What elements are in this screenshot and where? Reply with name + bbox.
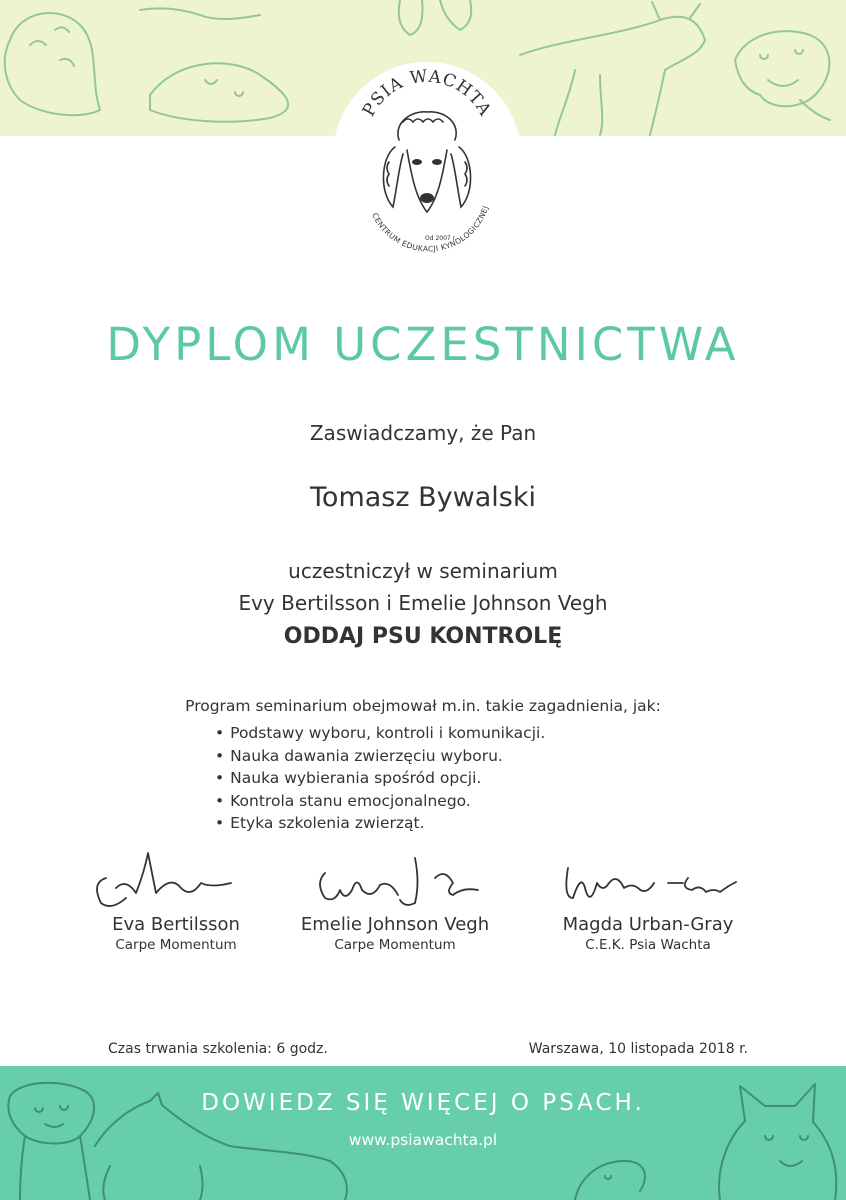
recipient-name: Tomasz Bywalski <box>310 482 536 513</box>
logo-brand-text: PSIA WACHTA <box>358 66 496 120</box>
list-item: • Nauka wybierania spośród opcji. <box>215 767 545 790</box>
handwritten-signature <box>76 848 276 912</box>
presenters-line: Evy Bertilsson i Emelie Johnson Vegh <box>238 591 608 615</box>
topics-list <box>215 722 545 835</box>
diploma-title: DYPLOM UCZESTNICTWA <box>106 318 740 371</box>
signatory-name: Magda Urban-Gray <box>562 914 734 935</box>
place-and-date: Warszawa, 10 listopada 2018 r. <box>528 1041 748 1057</box>
signature-block-eva <box>56 848 296 953</box>
signatory-name: Eva Bertilsson <box>112 914 240 935</box>
participated-line: uczestniczył w seminarium <box>288 559 558 583</box>
signatory-organization: Carpe Momentum <box>115 937 237 953</box>
signatory-organization: Carpe Momentum <box>334 937 456 953</box>
seminar-title: ODDAJ PSU KONTROLĘ <box>283 624 563 649</box>
psia-wachta-logo <box>333 62 521 262</box>
poodle-logo-icon <box>333 62 521 262</box>
list-item: • Podstawy wyboru, kontroli i komunikacji. <box>215 722 545 745</box>
training-duration: Czas trwania szkolenia: 6 godz. <box>108 1041 328 1057</box>
logo-since-text: Od 2007 r. <box>425 235 457 242</box>
list-item: • Kontrola stanu emocjonalnego. <box>215 790 545 813</box>
list-item: • Nauka dawania zwierzęciu wyboru. <box>215 745 545 768</box>
signature-block-emelie <box>275 848 515 953</box>
website-link[interactable]: www.psiawachta.pl <box>348 1131 498 1149</box>
handwritten-signature <box>285 848 505 912</box>
cta-text: DOWIEDZ SIĘ WIĘCEJ O PSACH. <box>201 1090 645 1116</box>
logo-tagline-text: CENTRUM EDUKACJI KYNOLOGICZNEJ <box>370 204 491 254</box>
signature-block-magda <box>528 848 768 953</box>
handwritten-signature <box>538 848 758 912</box>
signatory-organization: C.E.K. Psia Wachta <box>585 937 711 953</box>
list-item: • Etyka szkolenia zwierząt. <box>215 812 545 835</box>
signatory-name: Emelie Johnson Vegh <box>300 914 490 935</box>
bottom-decorative-band <box>0 1066 846 1200</box>
program-intro: Program seminarium obejmował m.in. takie zagadnienia, jak: <box>185 697 661 715</box>
certify-line: Zaswiadczamy, że Pan <box>309 421 537 445</box>
